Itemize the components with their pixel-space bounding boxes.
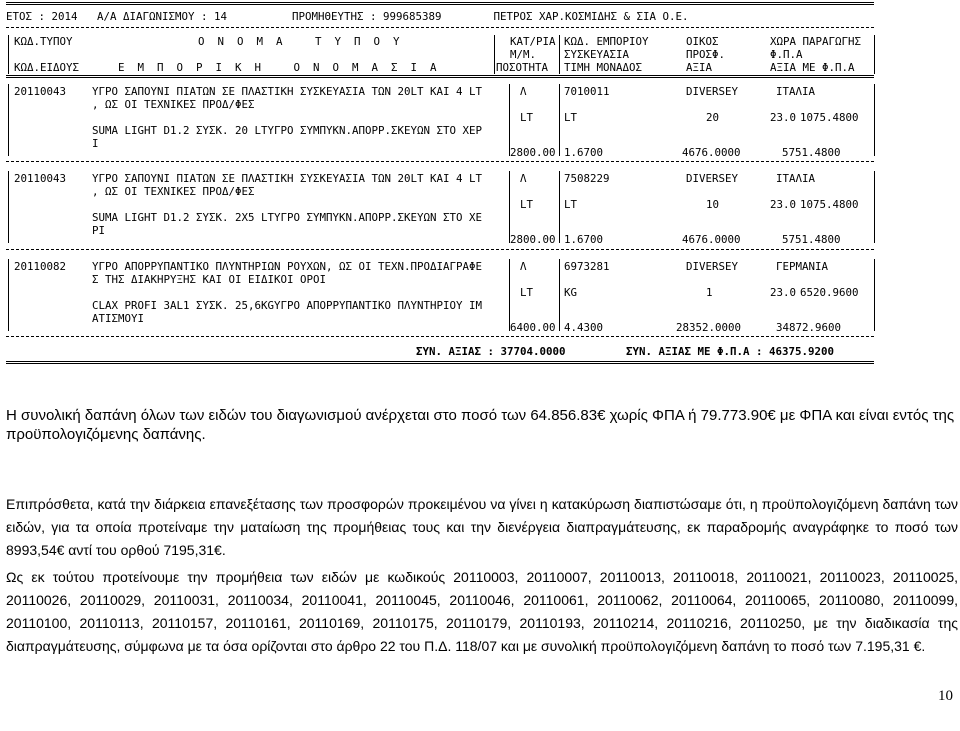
item-house: DIVERSEY (686, 85, 739, 98)
item-offer-price: 6520.9600 (800, 286, 859, 299)
item-trade-name: Ι (92, 137, 99, 150)
item-vat: 23.0 (770, 111, 797, 124)
item-vat: 23.0 (770, 286, 797, 299)
border (8, 171, 9, 243)
dashed-rule (6, 27, 874, 28)
item-pack: 20 (706, 111, 720, 124)
item-pack: 1 (706, 286, 713, 299)
col-country: ΧΩΡΑ ΠΑΡΑΓΩΓΗΣ (770, 35, 862, 48)
item-amount-vat: 5751.4800 (782, 146, 841, 159)
item-category: Λ (520, 172, 527, 185)
paragraph: Ως εκ τούτου προτείνουμε την προμήθεια των ειδών με κωδικούς 20110003, 20110007, 20110013, 20110018, 20110021, 20110023, 20110025, 20110026, 20110029, 20110031, 20110034, 20110041, 20110045, 20110046, 20110061, 20110062, 20110064, 20110065, 20110080, 20110099, 20110100, 20110113, 20110157, 20110161, 20110169, 20110175, 20110179, 20110193, 20110214, 20110216, 20110250, με την διαδικασία της διαπραγμάτευσης, σύμφωνα με τα όσα ορίζονται στο άρθρο 22 του Π.Δ. 118/07 και με συνολική προϋπολογιζόμενη δαπάνη το ποσό των 7.195,31 €. (6, 569, 958, 654)
col-unit-price: ΤΙΜΗ ΜΟΝΑΔΟΣ (564, 61, 643, 74)
col-packaging: ΣΥΣΚΕΥΑΣΙΑ (564, 48, 630, 61)
col-offer: ΠΡΟΣΦ. (686, 48, 726, 61)
item-amount-vat: 5751.4800 (782, 233, 841, 246)
item-country: ΙΤΑΛΙΑ (776, 172, 816, 185)
item-quantity: 2800.00 (510, 233, 556, 246)
item-category: Λ (520, 260, 527, 273)
item-country: ΓΕΡΜΑΝΙΑ (776, 260, 829, 273)
col-category: ΚΑΤ/ΡΙΑ (510, 35, 556, 48)
item-desc: Σ ΤΗΣ ΔΙΑΚΗΡΥΞΗΣ ΚΑΙ ΟΙ ΕΙΔΙΚΟΙ ΟΡΟΙ (92, 273, 327, 286)
item-unit: LT (520, 286, 534, 299)
col-value: ΑΞΙΑ (686, 61, 713, 74)
col-type-name: Ο Ν Ο Μ Α Τ Υ Π Ο Υ (198, 35, 400, 48)
item-price: 1.6700 (564, 146, 604, 159)
col-code-type: ΚΩΔ.ΤΥΠΟΥ (14, 35, 73, 48)
item-unit: LT (564, 198, 578, 211)
col-value-vat: ΑΞΙΑ ΜΕ Φ.Π.Α (770, 61, 855, 74)
item-desc: ΥΓΡΟ ΑΠΟΡΡΥΠΑΝΤΙΚΟ ΠΛΥΝΤΗΡΙΩΝ ΡΟΥΧΩΝ, ΩΣ ΟΙ ΤΕΧΝ.ΠΡΟΔΙΑΓΡΑΦΕ (92, 260, 483, 273)
item-country: ΙΤΑΛΙΑ (776, 85, 816, 98)
item-trade-name: SUMA LIGHT D1.2 ΣΥΣΚ. 2Χ5 LTΥΓΡΟ ΣΥΜΠΥΚΝ.ΑΠΟΡΡ.ΣΚΕΥΩΝ ΣΤΟ ΧΕ (92, 211, 483, 224)
col-trade-code: ΚΩΔ. ΕΜΠΟΡΙΟΥ (564, 35, 649, 48)
item-trade-name: CLAX PROFI 3AL1 ΣΥΣΚ. 25,6KGΥΓΡΟ ΑΠΟΡΡΥΠΑΝΤΙΚΟ ΠΛΥΝΤΗΡΙΟΥ ΙΜ (92, 299, 483, 312)
item-desc: , ΩΣ ΟΙ ΤΕΧΝΙΚΕΣ ΠΡΟΔ/ΦΕΣ (92, 98, 255, 111)
double-rule (6, 75, 874, 78)
border (559, 35, 560, 74)
item-amount: 28352.0000 (676, 321, 742, 334)
item-price: 1.6700 (564, 233, 604, 246)
item-vat: 23.0 (770, 198, 797, 211)
item-quantity: 6400.00 (510, 321, 556, 334)
summary-text: Η συνολική δαπάνη όλων των ειδών του διαγωνισμού ανέρχεται στο ποσό των 64.856.83€ χωρίς ΦΠΑ ή 79.773.90€ με ΦΠΑ και είναι εντός της προϋπολογιζόμενης δαπάνης. (6, 407, 955, 443)
total-value: ΣΥΝ. ΑΞΙΑΣ : 37704.0000 (416, 345, 566, 358)
col-house: ΟΙΚΟΣ (686, 35, 719, 48)
item-offer-price: 1075.4800 (800, 198, 859, 211)
item-quantity: 2800.00 (510, 146, 556, 159)
dashed-rule (6, 249, 874, 250)
page-number: 10 (938, 688, 953, 704)
col-detail-name: Ε Μ Π Ο Ρ Ι Κ Η Ο Ν Ο Μ Α Σ Ι Α (118, 61, 437, 74)
border (494, 35, 495, 74)
border (874, 35, 875, 74)
item-trade-code: 7010011 (564, 85, 610, 98)
item-category: Λ (520, 85, 527, 98)
border (559, 84, 560, 156)
report-header-line: ΕΤΟΣ : 2014 Α/Α ΔΙΑΓΩΝΙΣΜΟΥ : 14 ΠΡΟΜΗΘΕΥΤΗΣ : 999685389 ΠΕΤΡΟΣ ΧΑΡ.ΚΟΣΜΙΔΗΣ & ΣΙΑ Ο.Ε. (6, 10, 689, 23)
item-unit: KG (564, 286, 578, 299)
item-trade-name: ΡΙ (92, 224, 106, 237)
paragraph: Επιπρόσθετα, κατά την διάρκεια επανεξέτασης των προσφορών προκειμένου να γίνει η κατακύρωση διαπιστώσαμε ότι, η προϋπολογιζόμενη δαπάνη των ειδών, για τα οποία προτείναμε την ματαίωση της προμήθειας τους και την διενέργεια διαπραγμάτευσης, εκ παραδρομής αναγράφηκε το ποσό των 8993,54€ αντί του ορθού 7195,31€. (6, 496, 958, 558)
item-amount: 4676.0000 (682, 233, 741, 246)
item-house: DIVERSEY (686, 172, 739, 185)
col-unit: Μ/Μ. (510, 48, 537, 61)
item-trade-name: ΑΤΙΣΜΟΥΙ (92, 312, 145, 325)
item-offer-price: 1075.4800 (800, 111, 859, 124)
item-amount: 4676.0000 (682, 146, 741, 159)
border (8, 84, 9, 156)
border (559, 171, 560, 243)
dashed-rule (6, 161, 874, 162)
col-code-item: ΚΩΔ.ΕΙΔΟΥΣ (14, 61, 80, 74)
border (874, 259, 875, 331)
border (559, 259, 560, 331)
double-rule (6, 2, 874, 5)
col-quantity: ΠΟΣΟΤΗΤΑ (496, 61, 549, 74)
item-code: 20110043 (14, 85, 67, 98)
item-trade-name: SUMA LIGHT D1.2 ΣΥΣΚ. 20 LTΥΓΡΟ ΣΥΜΠΥΚΝ.ΑΠΟΡΡ.ΣΚΕΥΩΝ ΣΤΟ ΧΕΡ (92, 124, 483, 137)
item-trade-code: 6973281 (564, 260, 610, 273)
item-amount-vat: 34872.9600 (776, 321, 842, 334)
item-house: DIVERSEY (686, 260, 739, 273)
item-unit: LT (520, 111, 534, 124)
double-rule (6, 361, 874, 364)
col-vat: Φ.Π.Α (770, 48, 803, 61)
border (8, 35, 9, 74)
item-code: 20110082 (14, 260, 67, 273)
item-price: 4.4300 (564, 321, 604, 334)
item-desc: ΥΓΡΟ ΣΑΠΟΥΝΙ ΠΙΑΤΩΝ ΣΕ ΠΛΑΣΤΙΚΗ ΣΥΣΚΕΥΑΣΙΑ ΤΩΝ 20LT ΚΑΙ 4 LT (92, 172, 483, 185)
item-desc: , ΩΣ ΟΙ ΤΕΧΝΙΚΕΣ ΠΡΟΔ/ΦΕΣ (92, 185, 255, 198)
total-value-vat: ΣΥΝ. ΑΞΙΑΣ ΜΕ Φ.Π.Α : 46375.9200 (626, 345, 835, 358)
item-desc: ΥΓΡΟ ΣΑΠΟΥΝΙ ΠΙΑΤΩΝ ΣΕ ΠΛΑΣΤΙΚΗ ΣΥΣΚΕΥΑΣΙΑ ΤΩΝ 20LT ΚΑΙ 4 LT (92, 85, 483, 98)
item-trade-code: 7508229 (564, 172, 610, 185)
border (874, 84, 875, 156)
item-unit: LT (520, 198, 534, 211)
item-pack: 10 (706, 198, 720, 211)
border (8, 259, 9, 331)
border (874, 171, 875, 243)
item-unit: LT (564, 111, 578, 124)
dashed-rule (6, 336, 874, 337)
item-code: 20110043 (14, 172, 67, 185)
